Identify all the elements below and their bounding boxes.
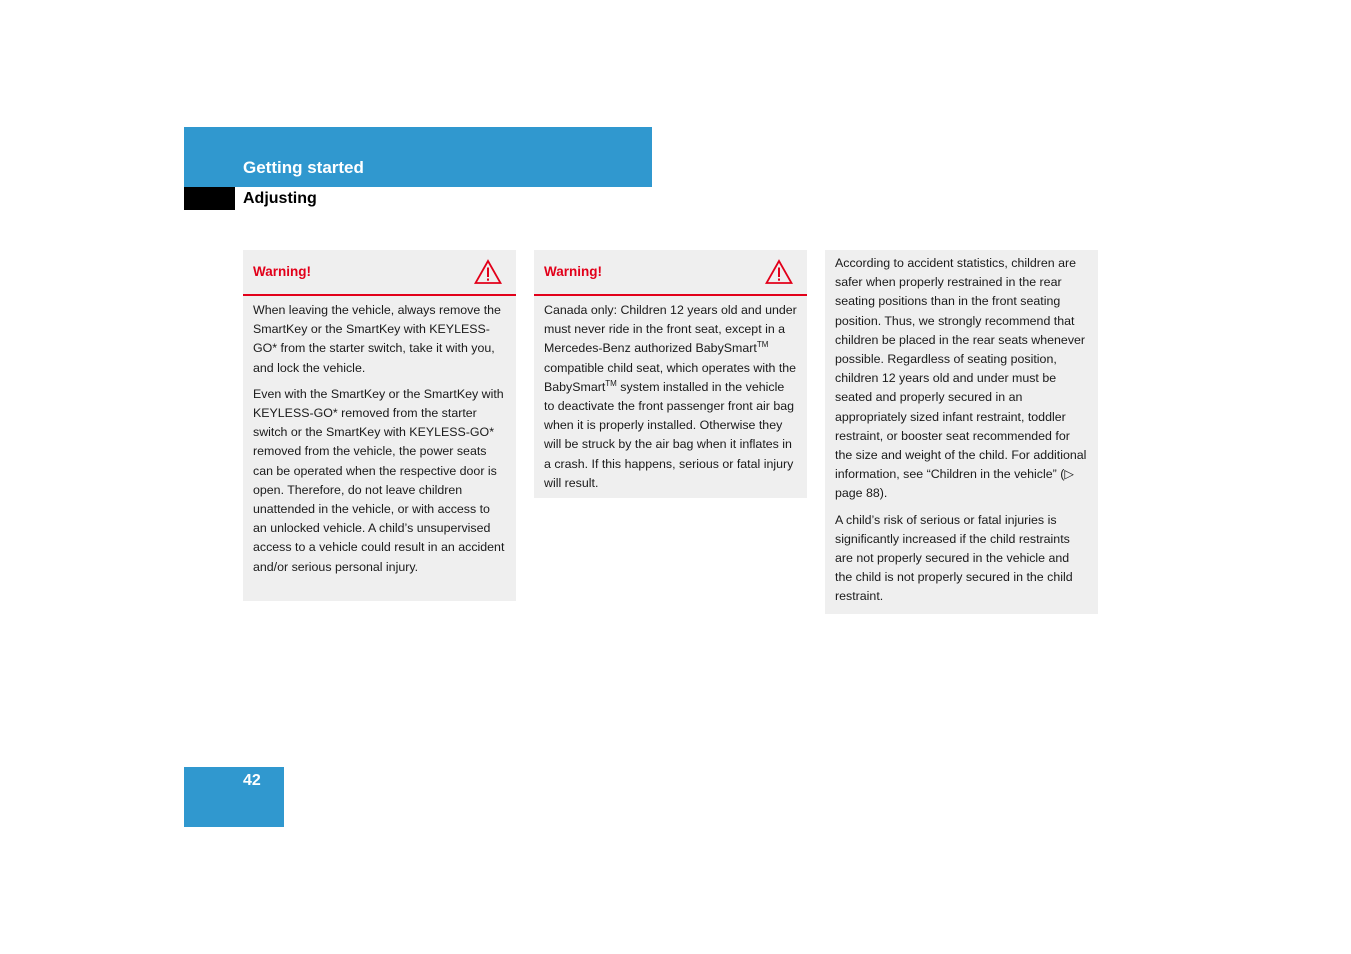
warning-text-part: Canada only: Children 12 years old and under must never ride in the front seat, except in a Mercedes-Benz authorized BabySmart (544, 303, 797, 356)
warning-paragraph: Even with the SmartKey or the SmartKey with KEYLESS-GO* removed from the starter switch or the SmartKey with KEYLESS-GO* removed from the vehicle, the power seats can be operated when the respective door is open. Therefore, do not leave children unattended in the vehicle, or with access to an unlocked vehicle. A child’s unsupervised access to a vehicle could result in an accident and/or serious personal injury. (253, 386, 505, 574)
warning-header (534, 250, 807, 296)
warning-paragraph: When leaving the vehicle, always remove the SmartKey or the SmartKey with KEYLESS-GO* from the starter switch, take it with you, and lock the vehicle. (253, 303, 501, 375)
info-paragraph: According to accident statistics, children are safer when properly restrained in the rear seating positions than in the front seating position. Thus, we strongly recommend that children be placed in the rear seats whenever possible. Regardless of seating position, children 12 years old and under must be seated and properly secured in an appropriately sized infant restraint, toddler restraint, or booster seat recommended for the size and weight of the child. For additional information, see “Children in the vehicle” (▷ page 88). (835, 256, 1087, 501)
warning-label: Warning! (253, 264, 311, 279)
info-box-child-safety (825, 250, 1098, 614)
warning-paragraph (544, 301, 797, 493)
warning-header (243, 250, 516, 296)
trademark-mark: TM (756, 340, 769, 350)
warning-body (243, 296, 516, 585)
warning-triangle-icon (474, 259, 502, 285)
warning-text-part: compatible child seat, which operates with the BabySmart (544, 360, 797, 394)
page-number-box (184, 767, 284, 827)
warning-body (534, 296, 807, 501)
section-title: Getting started (243, 158, 364, 177)
section-marker (184, 187, 235, 210)
info-paragraph: A child’s risk of serious or fatal injuries is significantly increased if the child restraints are not properly secured in the vehicle and the child is not properly secured in the child restraint. (835, 512, 1073, 604)
warning-box-canada-child-seat (534, 250, 807, 498)
warning-text-part: system installed in the vehicle to deactivate the front passenger front air bag when it is properly installed. Otherwise they will be struck by the air bag when it inflates in a crash. If this happens, serious or fatal injury will result. (544, 379, 795, 490)
info-body (825, 250, 1098, 615)
page-number: 42 (243, 772, 261, 789)
warning-box-power-seats (243, 250, 516, 601)
subsection-title: Adjusting (243, 190, 317, 207)
header-band (184, 127, 652, 187)
warning-label: Warning! (544, 264, 602, 279)
warning-triangle-icon (765, 259, 793, 285)
trademark-mark: TM (605, 378, 617, 388)
